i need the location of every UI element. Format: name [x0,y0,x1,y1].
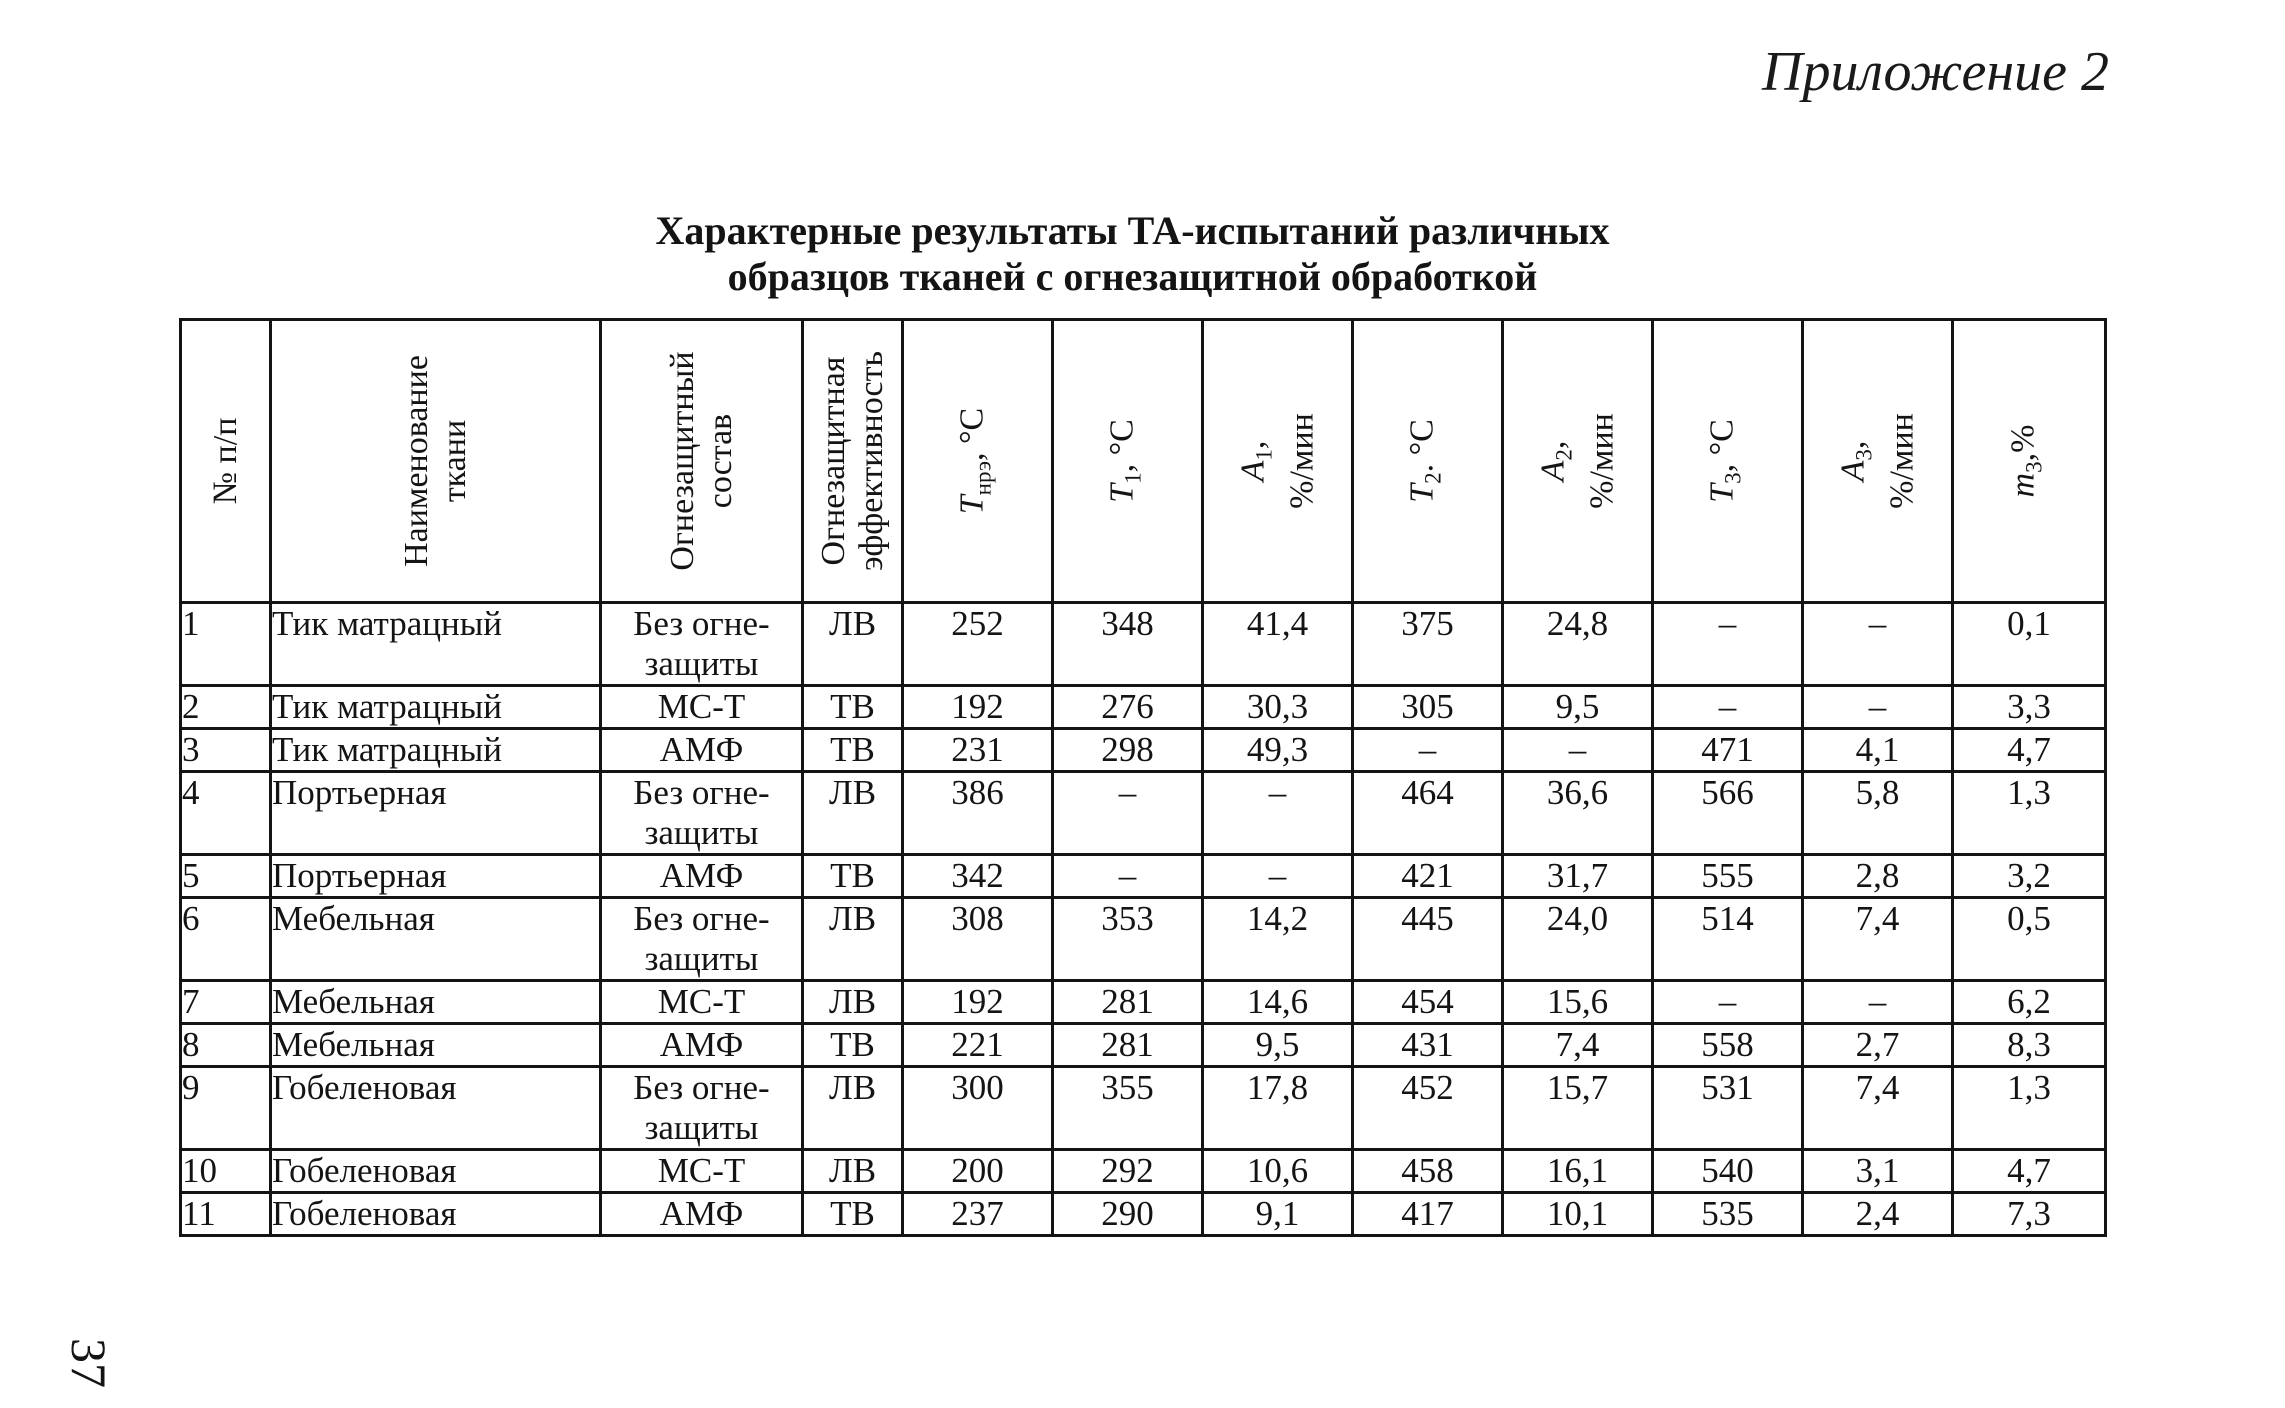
page-number: 37 [61,1338,117,1388]
cell-name: Мебельная [271,981,601,1024]
cell-eff: ТВ [803,1024,903,1067]
cell-m3: 4,7 [1953,729,2106,772]
cell-tnrz: 386 [903,772,1053,855]
cell-eff: ЛВ [803,898,903,981]
cell-n: 6 [181,898,271,981]
cell-t2: 305 [1353,686,1503,729]
cell-name: Тик матрацный [271,729,601,772]
cell-comp [601,981,803,1024]
cell-n: 2 [181,686,271,729]
cell-eff: ТВ [803,729,903,772]
composition-line-1: МС-Т [657,982,746,1021]
header-name: Наименование ткани [271,320,601,603]
cell-a3: 5,8 [1803,772,1953,855]
cell-m3: 4,7 [1953,1150,2106,1193]
table-row [181,1024,2106,1067]
table-body [181,603,2106,1236]
cell-a1: 41,4 [1203,603,1353,686]
cell-n: 10 [181,1150,271,1193]
cell-comp [601,855,803,898]
cell-tnrz: 192 [903,981,1053,1024]
composition-line-1: Без огне- [633,773,770,812]
cell-t1: – [1053,855,1203,898]
cell-t2: 431 [1353,1024,1503,1067]
cell-t3: 555 [1653,855,1803,898]
header-t1: $T_1$, °C [1053,320,1203,603]
cell-t3: 535 [1653,1193,1803,1236]
cell-m3: 1,3 [1953,772,2106,855]
cell-n: 8 [181,1024,271,1067]
header-a1: $A_1$, %/мин [1203,320,1353,603]
cell-a2: 10,1 [1503,1193,1653,1236]
table-title [170,208,2095,300]
cell-a3: 4,1 [1803,729,1953,772]
cell-a3: 2,4 [1803,1193,1953,1236]
cell-t2: 452 [1353,1067,1503,1150]
cell-comp [601,772,803,855]
cell-a3: – [1803,981,1953,1024]
cell-comp [601,1150,803,1193]
cell-a2: 15,6 [1503,981,1653,1024]
cell-t1: 281 [1053,1024,1203,1067]
cell-a1: 30,3 [1203,686,1353,729]
cell-m3: 3,3 [1953,686,2106,729]
cell-t2: 458 [1353,1150,1503,1193]
cell-a2: 15,7 [1503,1067,1653,1150]
cell-n: 4 [181,772,271,855]
composition-line-1: МС-Т [657,687,746,726]
header-a2: $A_2$, %/мин [1503,320,1653,603]
cell-t3: 566 [1653,772,1803,855]
cell-n: 11 [181,1193,271,1236]
cell-comp [601,603,803,686]
cell-name: Гобеленовая [271,1150,601,1193]
cell-eff: ЛВ [803,1150,903,1193]
cell-a1: – [1203,772,1353,855]
cell-tnrz: 200 [903,1150,1053,1193]
cell-t3: 514 [1653,898,1803,981]
cell-comp [601,898,803,981]
cell-name: Портьерная [271,772,601,855]
header-tnrz: $T_{нрэ}$, °C [903,320,1053,603]
cell-t2: 375 [1353,603,1503,686]
header-num: № п/п [181,320,271,603]
cell-a3: 2,7 [1803,1024,1953,1067]
composition-line-2: защиты [644,813,759,852]
cell-name: Гобеленовая [271,1193,601,1236]
title-line-2: образцов тканей с огнезащитной обработкой [727,254,1538,299]
cell-eff: ЛВ [803,772,903,855]
cell-a2: 24,0 [1503,898,1653,981]
header-t2: $T_2$. °C [1353,320,1503,603]
cell-t3: – [1653,981,1803,1024]
cell-a2: 31,7 [1503,855,1653,898]
cell-a1: 9,1 [1203,1193,1353,1236]
cell-a1: 10,6 [1203,1150,1353,1193]
header-row [181,320,2106,603]
cell-a1: 49,3 [1203,729,1353,772]
results-table [179,318,2107,1237]
composition-line-2: защиты [644,939,759,978]
composition-line-1: Без огне- [633,899,770,938]
cell-tnrz: 300 [903,1067,1053,1150]
cell-a3: 7,4 [1803,898,1953,981]
table-row [181,898,2106,981]
composition-line-2: защиты [644,644,759,683]
cell-t2: 464 [1353,772,1503,855]
cell-tnrz: 342 [903,855,1053,898]
appendix-label: Приложение 2 [1762,41,2109,103]
table-row [181,729,2106,772]
cell-t2: – [1353,729,1503,772]
cell-t1: 281 [1053,981,1203,1024]
cell-comp [601,1024,803,1067]
cell-n: 3 [181,729,271,772]
cell-a3: 3,1 [1803,1150,1953,1193]
cell-tnrz: 221 [903,1024,1053,1067]
header-a3: $A_3$, %/мин [1803,320,1953,603]
cell-a1: 14,2 [1203,898,1353,981]
table-row [181,855,2106,898]
cell-tnrz: 237 [903,1193,1053,1236]
composition-line-1: АМФ [659,1025,744,1064]
cell-a2: 36,6 [1503,772,1653,855]
title-line-1: Характерные результаты ТА-испытаний различных [655,208,1610,253]
cell-eff: ЛВ [803,603,903,686]
table-row [181,1150,2106,1193]
header-t3: $T_3$, °C [1653,320,1803,603]
cell-m3: 1,3 [1953,1067,2106,1150]
header-composition: Огнезащитный состав [601,320,803,603]
cell-tnrz: 252 [903,603,1053,686]
cell-t2: 445 [1353,898,1503,981]
cell-n: 9 [181,1067,271,1150]
composition-line-1: АМФ [659,1194,744,1233]
cell-eff: ТВ [803,855,903,898]
table-row [181,686,2106,729]
cell-t3: 531 [1653,1067,1803,1150]
cell-m3: 8,3 [1953,1024,2106,1067]
cell-name: Тик матрацный [271,686,601,729]
cell-a3: 2,8 [1803,855,1953,898]
cell-t1: 290 [1053,1193,1203,1236]
cell-name: Мебельная [271,1024,601,1067]
cell-name: Мебельная [271,898,601,981]
cell-t1: – [1053,772,1203,855]
cell-m3: 0,1 [1953,603,2106,686]
cell-eff: ТВ [803,686,903,729]
table-row [181,772,2106,855]
cell-m3: 6,2 [1953,981,2106,1024]
header-m3: $m_3,\%$ [1953,320,2106,603]
cell-t2: 421 [1353,855,1503,898]
cell-tnrz: 231 [903,729,1053,772]
cell-t1: 276 [1053,686,1203,729]
composition-line-1: Без огне- [633,1068,770,1107]
cell-comp [601,1193,803,1236]
cell-a3: 7,4 [1803,1067,1953,1150]
composition-line-1: АМФ [659,730,744,769]
cell-a2: 7,4 [1503,1024,1653,1067]
cell-t1: 355 [1053,1067,1203,1150]
cell-comp [601,729,803,772]
composition-line-1: АМФ [659,856,744,895]
cell-a1: 17,8 [1203,1067,1353,1150]
cell-a2: 16,1 [1503,1150,1653,1193]
composition-line-2: защиты [644,1108,759,1147]
table-row [181,981,2106,1024]
cell-n: 1 [181,603,271,686]
cell-comp [601,1067,803,1150]
cell-t2: 454 [1353,981,1503,1024]
cell-t3: 540 [1653,1150,1803,1193]
cell-a2: – [1503,729,1653,772]
cell-n: 7 [181,981,271,1024]
cell-n: 5 [181,855,271,898]
cell-name: Портьерная [271,855,601,898]
table-row [181,1067,2106,1150]
header-efficiency: Огнезащитная эффективность [803,320,903,603]
cell-tnrz: 192 [903,686,1053,729]
cell-name: Тик матрацный [271,603,601,686]
cell-a1: 14,6 [1203,981,1353,1024]
table-row [181,1193,2106,1236]
cell-t1: 292 [1053,1150,1203,1193]
cell-name: Гобеленовая [271,1067,601,1150]
table-row [181,603,2106,686]
cell-t3: – [1653,603,1803,686]
cell-t2: 417 [1353,1193,1503,1236]
cell-a3: – [1803,603,1953,686]
cell-a2: 9,5 [1503,686,1653,729]
cell-a1: 9,5 [1203,1024,1353,1067]
cell-a2: 24,8 [1503,603,1653,686]
cell-m3: 0,5 [1953,898,2106,981]
cell-t1: 348 [1053,603,1203,686]
cell-m3: 7,3 [1953,1193,2106,1236]
cell-tnrz: 308 [903,898,1053,981]
cell-t3: 471 [1653,729,1803,772]
cell-eff: ЛВ [803,1067,903,1150]
cell-t3: 558 [1653,1024,1803,1067]
cell-comp [601,686,803,729]
cell-a3: – [1803,686,1953,729]
cell-t3: – [1653,686,1803,729]
cell-m3: 3,2 [1953,855,2106,898]
composition-line-1: МС-Т [657,1151,746,1190]
cell-a1: – [1203,855,1353,898]
composition-line-1: Без огне- [633,604,770,643]
cell-eff: ЛВ [803,981,903,1024]
cell-eff: ТВ [803,1193,903,1236]
cell-t1: 353 [1053,898,1203,981]
cell-t1: 298 [1053,729,1203,772]
